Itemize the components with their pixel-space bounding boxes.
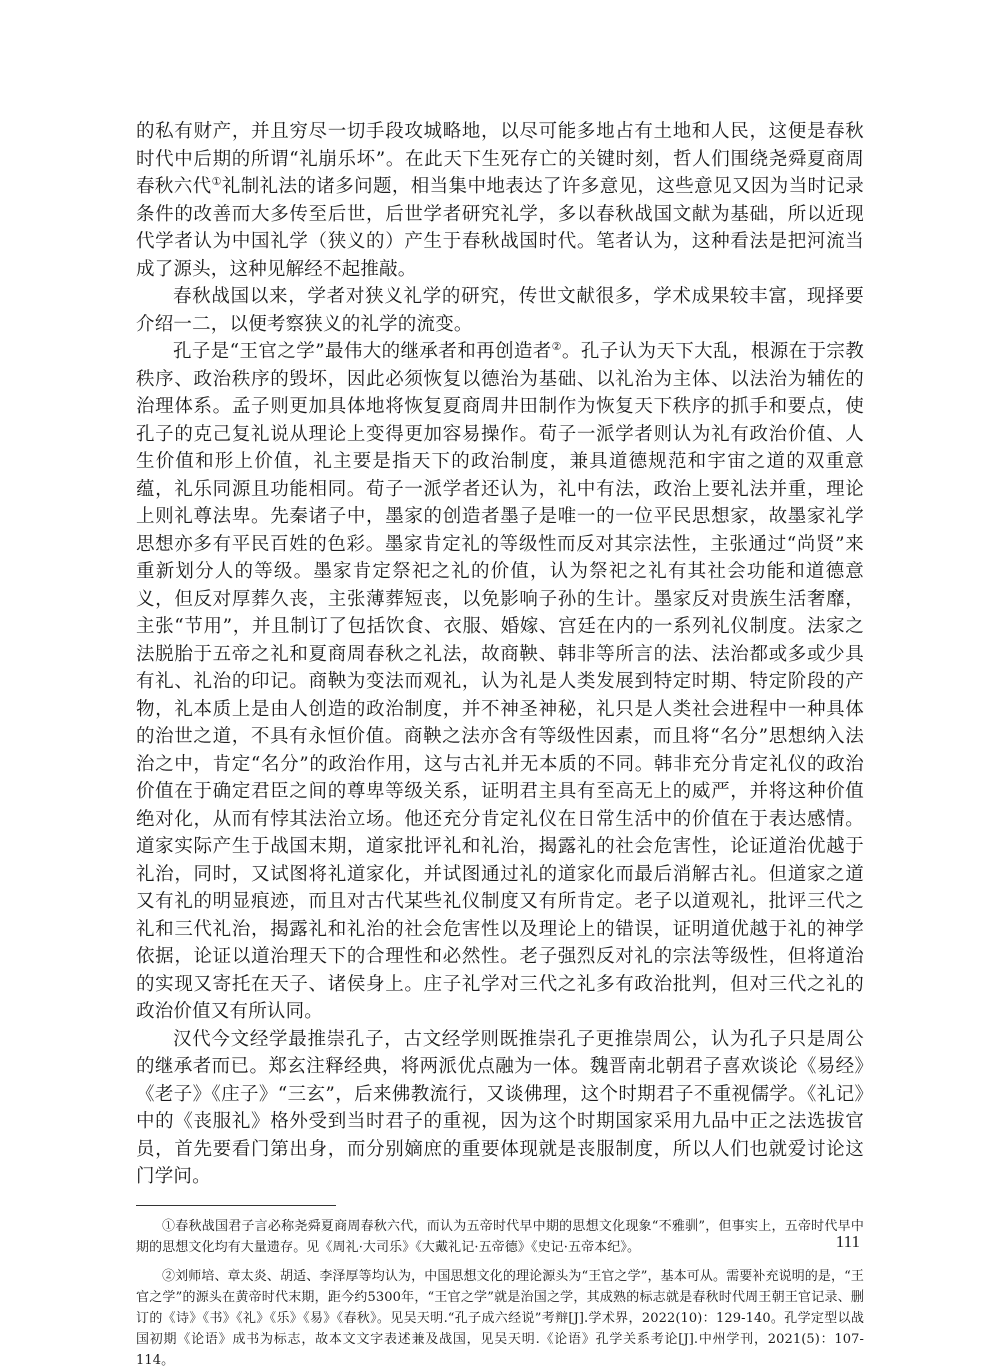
paragraph-text: 汉代今文经学最推崇孔子，古文经学则既推崇孔子更推崇周公，认为孔子只是周公的继承者而已。郑玄注释经典，将两派优点融为一体。魏晋南北朝君子喜欢谈论《易经》《老子》《庄子》“三玄”，后来佛教流行，又谈佛理，这个时期君子不重视儒学。《礼记》中的《丧服礼》格外受到当时君子的重视，因为这个时期国家采用九品中正之法选拔官员，首先要看门第出身，而分别嫡庶的重要体现就是丧服制度，所以人们也就爱讨论这门学问。: [136, 1028, 864, 1187]
page-number: 111: [835, 1232, 860, 1251]
footnote-2: ②刘师培、章太炎、胡适、李泽厚等均认为，中国思想文化的理论源头为“王官之学”，基本可从。需要补充说明的是，“王官之学”的源头在黄帝时代末期，距今约5300年，“王官之学”就是治国之学，其成熟的标志就是春秋时代周王朝王官记录、删订的《诗》《书》《礼》《乐》《易》《春秋》。见吴天明.“孔子成六经说”考辩[J].学术界，2022(10)：129-140。孔学定型以战国初期《论语》成书为标志，故本文文字表述兼及战国，见吴天明.《论语》孔学关系考论[J].中州学刊，2021(5)：107-114。: [136, 1268, 864, 1368]
paragraph-text: 。孔子认为天下大乱，根源在于宗教秩序、政治秩序的毁坏，因此必须恢复以德治为基础、以礼治为主体、以法治为辅佐的治理体系。孟子则更加具体地将恢复夏商周井田制作为恢复天下秩序的抓手和要点，使孔子的克己复礼说从理论上变得更加容易操作。荀子一派学者则认为礼有政治价值、人生价值和形上价值，礼主要是指天下的政治制度，兼具道德规范和宇宙之道的双重意蕴，礼乐同源且功能相同。荀子一派学者还认为，礼中有法，政治上要礼法并重，理论上则礼尊法卑。先秦诸子中，墨家的创造者墨子是唯一的一位平民思想家，故墨家礼学思想亦多有平民百姓的色彩。墨家肯定礼的等级性而反对其宗法性，主张通过“尚贤”来重新划分人的等级。墨家肯定祭祀之礼的价值，认为祭祀之礼有其社会功能和道德意义，但反对厚葬久丧，主张薄葬短丧，以免影响子孙的生计。墨家反对贵族生活奢靡，主张“节用”，并且制订了包括饮食、衣服、婚嫁、宫廷在内的一系列礼仪制度。法家之法脱胎于五帝之礼和夏商周春秋之礼法，故商鞅、韩非等所言的法、法治都或多或少具有礼、礼治的印记。商鞅为变法而观礼，认为礼是人类发展到特定时期、特定阶段的产物，礼本质上是由人创造的政治制度，并不神圣神秘，礼只是人类社会进程中一种具体的治世之道，不具有永恒价值。商鞅之法亦含有等级性因素，而且将“名分”思想纳入法治之中，肯定“名分”的政治作用，这与古礼并无本质的不同。韩非充分肯定礼仪的政治价值在于确定君臣之间的尊卑等级关系，证明君主具有至高无上的威严，并将这种价值绝对化，从而有悖其法治立场。他还充分肯定礼仪在日常生活中的价值在于表达感情。道家实际产生于战国末期，道家批评礼和礼治，揭露礼的社会危害性，论证道治优越于礼治，同时，又试图将礼道家化，并试图通过礼的道家化而最后消解古礼。但道家之道又有礼的明显痕迹，而且对古代某些礼仪制度又有所肯定。老子以道观礼，批评三代之礼和三代礼治，揭露礼和礼治的社会危害性以及理论上的错误，证明道优越于礼的神学依据，论证以道治理天下的合理性和必然性。老子强烈反对礼的宗法等级性，但将道治的实现又寄托在天子、诸侯身上。庄子礼学对三代之礼多有政治批判，但对三代之礼的政治价值又有所认同。: [136, 341, 865, 1022]
paragraph-text: 孔子是“王官之学”最伟大的继承者和再创造者: [173, 341, 552, 362]
paragraph-text: 春秋战国以来，学者对狭义礼学的研究，传世文献很多，学术成果较丰富，现择要介绍一二，以便考察狭义的礼学的流变。: [136, 286, 864, 335]
footnote-1: ①春秋战国君子言必称尧舜夏商周春秋六代，而认为五帝时代早中期的思想文化现象“不雅驯”，但事实上，五帝时代早中期的思想文化均有大量遗存。见《周礼·大司乐》《大戴礼记·五帝德》《史记·五帝本纪》。: [136, 1218, 864, 1255]
footnote-divider: [136, 1205, 336, 1206]
body-paragraph: [136, 118, 864, 283]
body-paragraph: [136, 338, 864, 1026]
footnote-reference: ②: [551, 339, 562, 353]
body-paragraph: [136, 283, 864, 338]
body-paragraph: [136, 1026, 864, 1191]
paragraph-text: 的私有财产，并且穷尽一切手段攻城略地，以尽可能多地占有土地和人民，这便是春秋时代中后期的所谓“礼崩乐坏”。在此天下生死存亡的关键时刻，哲人们围绕尧舜夏商周春秋六代: [136, 121, 865, 197]
paragraph-text: 礼制礼法的诸多问题，相当集中地表达了许多意见，这些意见又因为当时记录条件的改善而大多传至后世，后世学者研究礼学，多以春秋战国文献为基础，所以近现代学者认为中国礼学（狭义的）产生于春秋战国时代。笔者认为，这种看法是把河流当成了源头，这种见解经不起推敲。: [136, 176, 864, 280]
body-text: [136, 118, 864, 1191]
footnote-reference: ①: [211, 174, 222, 188]
